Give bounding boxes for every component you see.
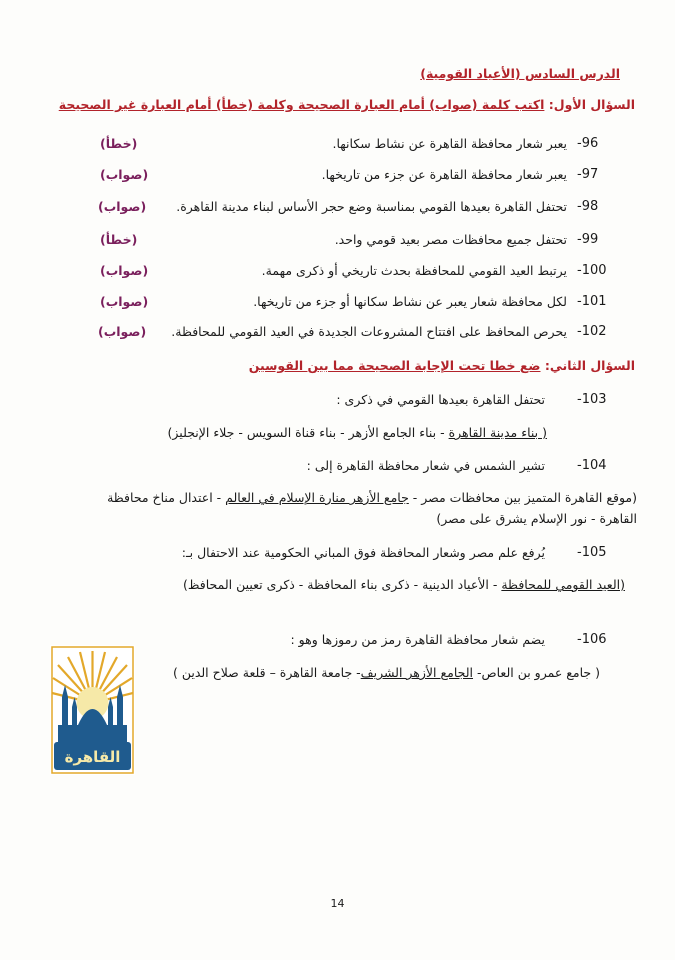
item-number: -97 (577, 167, 599, 182)
item-number: -99 (577, 232, 599, 247)
option-text: - اعتدال مناخ محافظة (107, 490, 226, 505)
q1-instruction: اكتب كلمة (صواب) أمام العبارة الصحيحة وكلمة (خطأ) أمام العبارة غير الصحيحة (58, 97, 545, 112)
correct-option: (العيد القومي للمحافظة (501, 577, 625, 592)
item-answer: (صواب) (98, 199, 147, 214)
item-statement: تحتفل القاهرة بعيدها القومي بمناسبة وضع حجر الأساس لبناء مدينة القاهرة. (176, 199, 567, 214)
item-number: -96 (577, 136, 599, 151)
item-statement: يحرص المحافظ على افتتاح المشروعات الجديدة في العيد القومي للمحافظة. (171, 324, 567, 339)
logo-text: القاهرة (64, 748, 121, 766)
q1-label: السؤال الأول: (548, 97, 635, 112)
item-statement: تحتفل جميع محافظات مصر بعيد قومي واحد. (334, 232, 567, 247)
item-number: -105 (577, 545, 607, 560)
item-statement: يعبر شعار محافظة القاهرة عن نشاط سكانها. (332, 136, 567, 151)
item-statement: تشير الشمس في شعار محافظة القاهرة إلى : (306, 458, 545, 473)
item-options-continued: القاهرة - نور الإسلام يشرق على مصر) (436, 511, 637, 526)
q2-header (249, 358, 635, 373)
item-answer: (خطأ) (100, 136, 138, 151)
page-number: 14 (330, 897, 345, 910)
item-statement: لكل محافظة شعار يعبر عن نشاط سكانها أو جزء من تاريخها. (253, 294, 567, 309)
item-number: -101 (577, 294, 607, 309)
item-statement: تحتفل القاهرة بعيدها القومي في ذكرى : (336, 392, 545, 407)
option-text: (موقع القاهرة المتميز بين محافظات مصر - (408, 490, 637, 505)
correct-option: جامع الأزهر منارة الإسلام في العالم (225, 490, 409, 505)
q2-label: السؤال الثاني: (544, 358, 635, 373)
item-number: -103 (577, 392, 607, 407)
item-number: -98 (577, 199, 599, 214)
other-options: - الأعياد الدينية - ذكرى بناء المحافظة - ذكرى تعيين المحافظ) (183, 577, 502, 592)
item-number: -102 (577, 324, 607, 339)
item-answer: (صواب) (100, 167, 149, 182)
cairo-governorate-logo (50, 645, 135, 775)
item-statement: يضم شعار محافظة القاهرة رمز من رموزها وهو : (290, 632, 545, 647)
item-number: -100 (577, 263, 607, 278)
item-number: -106 (577, 632, 607, 647)
item-answer: (خطأ) (100, 232, 138, 247)
item-statement: يُرفع علم مصر وشعار المحافظة فوق المباني الحكومية عند الاحتفال بـ: (181, 545, 545, 560)
option-text: - جامعة القاهرة – قلعة صلاح الدين ) (172, 665, 361, 680)
option-text: ( جامع عمرو بن العاص- (473, 665, 600, 680)
item-options (183, 577, 625, 592)
item-options (168, 425, 547, 440)
item-options (107, 490, 637, 505)
item-statement: يعبر شعار محافظة القاهرة عن جزء من تاريخها. (321, 167, 567, 182)
item-answer: (صواب) (100, 294, 149, 309)
correct-option: الجامع الأزهر الشريف (360, 665, 474, 680)
item-number: -104 (577, 458, 607, 473)
item-answer: (صواب) (98, 324, 147, 339)
item-answer: (صواب) (100, 263, 149, 278)
lesson-title: الدرس السادس (الأعياد القومية) (420, 66, 620, 81)
item-statement: يرتبط العيد القومي للمحافظة بحدث تاريخي أو ذكرى مهمة. (261, 263, 567, 278)
other-options: - بناء الجامع الأزهر - بناء قناة السويس - جلاء الإنجليز) (167, 425, 449, 440)
q1-header (59, 97, 635, 112)
correct-option: ( بناء مدينة القاهرة (448, 425, 547, 440)
item-options (173, 665, 600, 680)
q2-instruction: ضع خطا تحت الإجابة الصحيحة مما بين القوسين (248, 358, 541, 373)
